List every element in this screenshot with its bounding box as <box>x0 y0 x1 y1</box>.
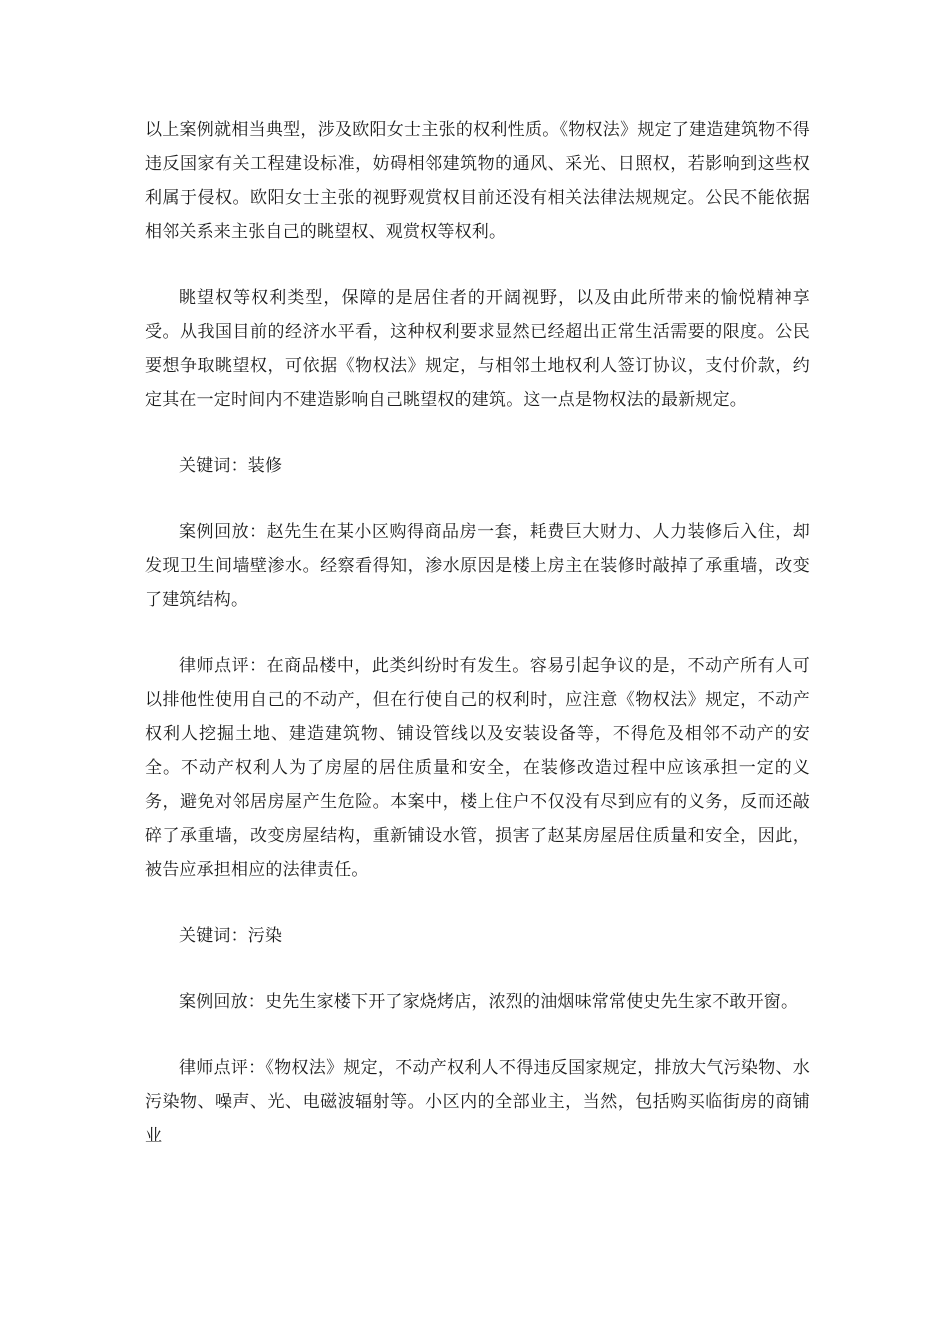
keyword-renovation: 关键词：装修 <box>179 456 283 476</box>
paragraph-case-review-pollution: 案例回放：史先生家楼下开了家烧烤店，浓烈的油烟味常常使史先生家不敢开窗。 <box>179 992 799 1012</box>
paragraph-lawyer-comment-renovation: 律师点评：在商品楼中，此类纠纷时有发生。容易引起争议的是，不动产所有人可以排他性使用自己的不动产，但在行使自己的权利时，应注意《物权法》规定，不动产权利人挖掘土地、建造建筑物、铺设管线以及安装设备等，不得危及相邻不动产的安全。不动产权利人为了房屋的居住质量和安全，在装修改造过程中应该承担一定的义务，避免对邻居房屋产生危险。本案中，楼上住户不仅没有尽到应有的义务，反而还敲碎了承重墙，改变房屋结构，重新铺设水管，损害了赵某房屋居住质量和安全，因此，被告应承担相应的法律责任。 <box>145 656 810 880</box>
paragraph-view-right: 眺望权等权利类型，保障的是居住者的开阔视野，以及由此所带来的愉悦精神享受。从我国目前的经济水平看，这种权利要求显然已经超出正常生活需要的限度。公民要想争取眺望权，可依据《物权法》规定，与相邻土地权利人签订协议，支付价款，约定其在一定时间内不建造影响自己眺望权的建筑。这一点是物权法的最新规定。 <box>145 288 810 410</box>
paragraph-case-summary: 以上案例就相当典型，涉及欧阳女士主张的权利性质。《物权法》规定了建造建筑物不得违反国家有关工程建设标准，妨碍相邻建筑物的通风、采光、日照权，若影响到这些权利属于侵权。欧阳女士主张的视野观赏权目前还没有相关法律法规规定。公民不能依据相邻关系来主张自己的眺望权、观赏权等权利。 <box>145 120 810 242</box>
paragraph-case-review-renovation: 案例回放：赵先生在某小区购得商品房一套，耗费巨大财力、人力装修后入住，却发现卫生间墙壁渗水。经察看得知，渗水原因是楼上房主在装修时敲掉了承重墙，改变了建筑结构。 <box>145 522 810 610</box>
document-body <box>145 113 810 1185</box>
keyword-pollution: 关键词：污染 <box>179 926 283 946</box>
paragraph-lawyer-comment-pollution: 律师点评：《物权法》规定，不动产权利人不得违反国家规定，排放大气污染物、水污染物、噪声、光、电磁波辐射等。小区内的全部业主，当然，包括购买临街房的商铺业 <box>145 1058 810 1146</box>
